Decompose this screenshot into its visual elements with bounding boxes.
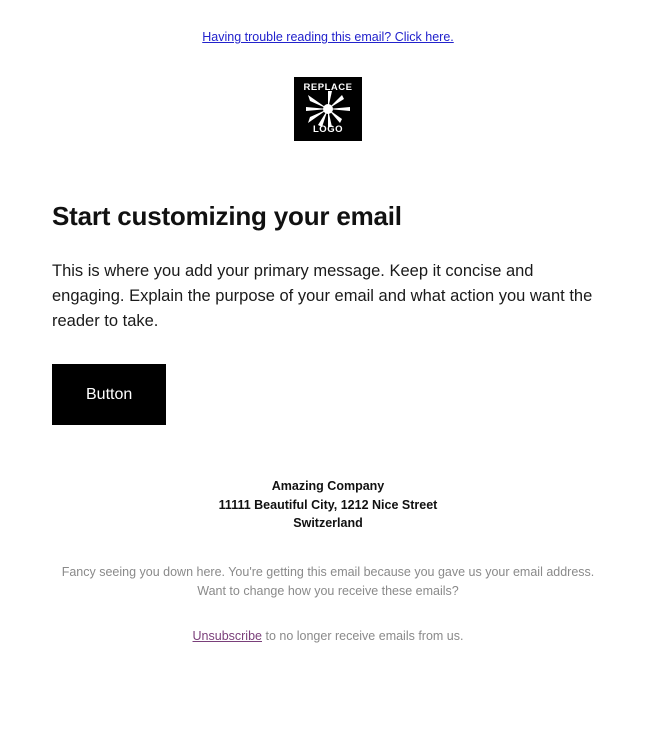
unsubscribe-link[interactable]: Unsubscribe: [192, 628, 262, 643]
footer-note-line1: Fancy seeing you down here. You're getting this email because you gave us your email address.: [61, 564, 595, 579]
footer-note: [0, 533, 656, 601]
footer-note-line2: Want to change how you receive these emails?: [197, 583, 459, 598]
footer-address-line2: Switzerland: [293, 516, 363, 530]
page-title: Start customizing your email: [52, 201, 402, 231]
email-footer: [0, 425, 656, 646]
footer-address-line1: 11111 Beautiful City, 1212 Nice Street: [218, 497, 438, 512]
unsubscribe-row: [0, 601, 656, 646]
view-in-browser-link[interactable]: Having trouble reading this email? Click here.: [202, 30, 454, 44]
logo-block: [0, 44, 656, 141]
unsubscribe-text: to no longer receive emails from us.: [262, 628, 464, 643]
replace-logo-placeholder-icon: [294, 77, 362, 141]
logo-text-line1: REPLACE: [303, 82, 353, 93]
logo-text-line2: LOGO: [313, 124, 343, 135]
cta-row: [0, 334, 656, 425]
footer-company-name: Amazing Company: [271, 479, 385, 493]
preheader: [0, 0, 656, 44]
cta-button[interactable]: Button: [52, 364, 166, 425]
body-paragraph: This is where you add your primary message. Keep it concise and engaging. Explain the purpose of your email and what action you want the reader to take.: [52, 262, 593, 330]
